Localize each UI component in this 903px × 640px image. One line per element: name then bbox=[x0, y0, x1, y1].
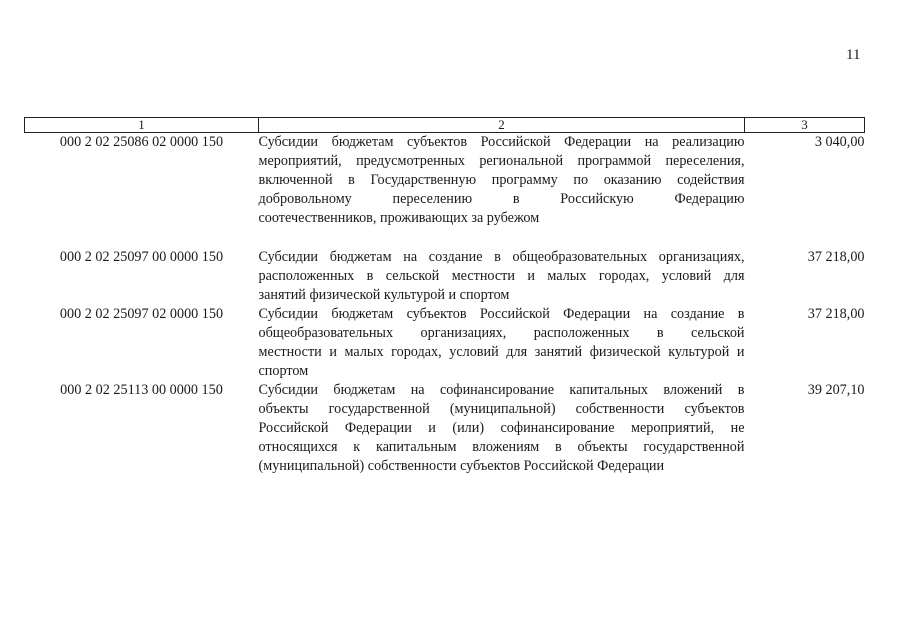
description-line: добровольному переселению в Российскую Федерацию bbox=[258, 191, 745, 207]
description-line: местности и малых городах, условий для занятий физической культурой и bbox=[258, 344, 745, 360]
amount-value: 3 040,00 bbox=[814, 134, 865, 150]
table-row bbox=[25, 305, 865, 381]
amount-value: 37 218,00 bbox=[807, 249, 865, 265]
budget-code: 000 2 02 25086 02 0000 150 bbox=[59, 134, 224, 150]
row-description bbox=[259, 305, 745, 381]
row-description bbox=[259, 133, 745, 229]
column-header-description: 2 bbox=[259, 118, 745, 133]
header-row bbox=[25, 118, 865, 133]
description-line: занятий физической культурой и спортом bbox=[258, 287, 510, 303]
budget-table bbox=[24, 117, 865, 476]
description-line: включенной в Государственную программу по оказанию содействия bbox=[258, 172, 745, 188]
description-line: Субсидии бюджетам субъектов Российской Федерации на реализацию bbox=[258, 134, 745, 150]
description-line: соотечественников, проживающих за рубежом bbox=[258, 210, 540, 226]
description-line: общеобразовательных организациях, расположенных в сельской bbox=[258, 325, 745, 341]
row-description bbox=[259, 248, 745, 305]
row-spacer bbox=[25, 228, 865, 248]
table-row bbox=[25, 248, 865, 305]
amount-value: 37 218,00 bbox=[807, 306, 865, 322]
description-line: Субсидии бюджетам на создание в общеобразовательных организациях, bbox=[258, 249, 745, 265]
description-line: Субсидии бюджетам субъектов Российской Федерации на создание в bbox=[258, 306, 745, 322]
column-header-amount: 3 bbox=[745, 118, 865, 133]
table-row bbox=[25, 133, 865, 229]
description-line: Российской Федерации и (или) софинансирование мероприятий, не bbox=[258, 420, 745, 436]
budget-code: 000 2 02 25097 02 0000 150 bbox=[59, 306, 224, 322]
column-header-code: 1 bbox=[25, 118, 259, 133]
page-number: 11 bbox=[846, 47, 861, 63]
description-line: мероприятий, предусмотренных региональной программой переселения, bbox=[258, 153, 745, 169]
budget-code: 000 2 02 25097 00 0000 150 bbox=[59, 249, 224, 265]
row-description bbox=[259, 381, 745, 476]
description-line: Субсидии бюджетам на софинансирование капитальных вложений в bbox=[258, 382, 745, 398]
description-line: расположенных в сельской местности и малых городах, условий для bbox=[258, 268, 745, 284]
description-line: относящихся к капитальным вложениям в объекты государственной bbox=[258, 439, 745, 455]
description-line: объекты государственной (муниципальной) собственности субъектов bbox=[258, 401, 745, 417]
amount-value: 39 207,10 bbox=[807, 382, 865, 398]
table-row bbox=[25, 381, 865, 476]
description-line: (муниципальной) собственности субъектов Российской Федерации bbox=[258, 458, 665, 474]
budget-code: 000 2 02 25113 00 0000 150 bbox=[60, 382, 223, 398]
description-line: спортом bbox=[258, 363, 309, 379]
